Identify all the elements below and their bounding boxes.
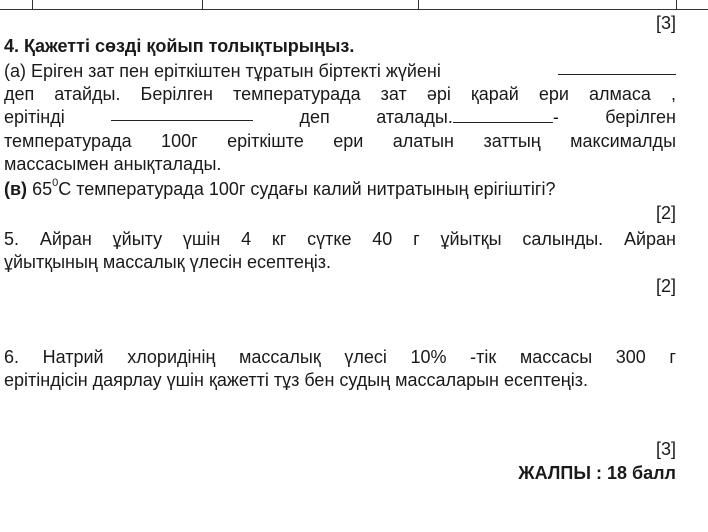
table-column-divider <box>202 0 203 10</box>
answer-blank[interactable] <box>558 60 676 75</box>
score-q5: [2] <box>655 276 676 296</box>
q4-b-text: С температурада 100г судағы калий нитратының ерігіштігі? <box>58 179 556 199</box>
score-q4: [2] <box>655 203 676 223</box>
table-fragment <box>0 0 708 10</box>
q4-b-prefix: (в) <box>4 179 28 199</box>
q4-a-word: ерітінді <box>4 107 65 127</box>
q4-a-line5: массасымен анықталады. <box>4 154 222 174</box>
degree-mark: 0 <box>52 177 59 189</box>
q5-line1: 5. Айран ұйыту үшін 4 кг сүтке 40 г ұйытқы салынды. Айран <box>4 229 676 249</box>
q4-a-word: аталады. <box>376 107 453 127</box>
q4-a-line2: деп атайды. Берілген температурада зат әрі қарай ери алмаса , <box>4 84 676 104</box>
q5-line2: ұйытқының массалық үлесін есептеңіз. <box>4 252 332 272</box>
q4-heading: 4. Қажетті сөзді қойып толықтырыңыз. <box>4 36 355 56</box>
table-column-divider <box>32 0 33 10</box>
total-score: ЖАЛПЫ : 18 балл <box>518 463 676 483</box>
q4-a-line3 <box>4 106 676 129</box>
q4-a-dash: - <box>552 107 559 127</box>
score-q3: [3] <box>655 13 676 33</box>
table-column-divider <box>418 0 419 10</box>
q6-line2: ерітіндісін даярлау үшін қажетті тұз бен судың массаларын есептеңіз. <box>4 370 588 390</box>
q4-a-line4: температурада 100г еріткіште ери алатын заттың максималды <box>4 131 676 151</box>
answer-blank[interactable] <box>453 108 553 123</box>
q4-b-question <box>4 178 676 201</box>
table-bottom-border <box>0 9 708 10</box>
q4-a-text: (а) Еріген зат пен еріткіштен тұратын біртекті жүйені <box>4 61 441 81</box>
q4-b-temp: 65 <box>32 179 53 199</box>
score-q6: [3] <box>655 439 676 459</box>
q4-a-word: берілген <box>605 107 676 127</box>
answer-blank[interactable] <box>111 106 253 121</box>
q4-a-line1 <box>4 60 676 83</box>
q4-a-word: деп <box>299 107 330 127</box>
q6-line1: 6. Натрий хлоридінің массалық үлесі 10% -тік массасы 300 г <box>4 347 676 367</box>
table-column-divider <box>676 0 677 10</box>
